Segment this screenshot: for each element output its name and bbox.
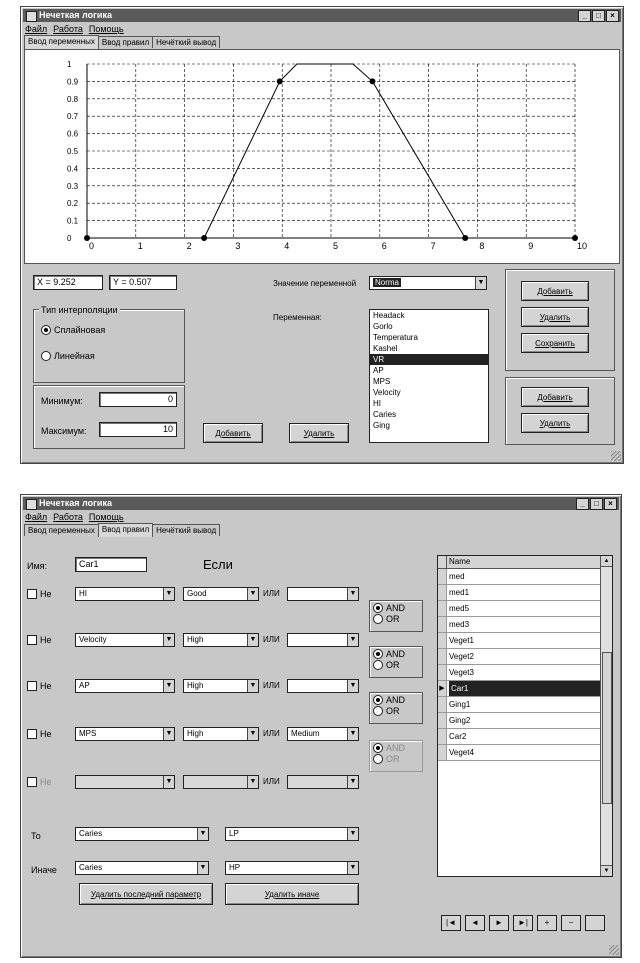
variables-label: Переменная: bbox=[273, 313, 322, 322]
table-row[interactable] bbox=[438, 697, 600, 713]
chevron-down-icon[interactable]: ▼ bbox=[247, 588, 258, 600]
then-variable-value: Caries bbox=[79, 829, 103, 838]
condition-value-select[interactable] bbox=[183, 679, 259, 693]
or-radio[interactable] bbox=[373, 706, 400, 716]
chevron-down-icon[interactable]: ▼ bbox=[197, 828, 208, 840]
x-tick-label: 0 bbox=[89, 241, 95, 251]
or-radio-label: OR bbox=[386, 754, 400, 764]
row-indicator bbox=[438, 633, 447, 648]
rule-name-input[interactable]: Car1 bbox=[75, 557, 147, 572]
row-name: med3 bbox=[449, 620, 470, 629]
data-point bbox=[462, 235, 468, 241]
menu-file[interactable]: Файл bbox=[25, 512, 48, 522]
grid-header bbox=[438, 556, 600, 569]
and-label: AND bbox=[386, 743, 406, 753]
resize-grip[interactable] bbox=[609, 945, 619, 955]
chevron-down-icon[interactable]: ▼ bbox=[347, 634, 358, 646]
not-checkbox[interactable] bbox=[27, 777, 52, 787]
tab-variables[interactable]: Ввод переменных bbox=[24, 35, 99, 49]
app-icon bbox=[26, 11, 37, 22]
table-row[interactable] bbox=[438, 713, 600, 729]
table-row[interactable] bbox=[438, 569, 600, 585]
menu-help[interactable]: Помощь bbox=[88, 512, 124, 522]
edit-record-button[interactable] bbox=[585, 915, 605, 931]
row-name: med bbox=[449, 572, 465, 581]
next-record-button[interactable]: ► bbox=[489, 915, 509, 931]
variable-item[interactable]: HI bbox=[373, 399, 381, 408]
row-indicator bbox=[438, 729, 447, 744]
max-input[interactable]: 10 bbox=[99, 422, 177, 437]
chevron-down-icon[interactable]: ▼ bbox=[347, 680, 358, 692]
chevron-down-icon[interactable]: ▼ bbox=[347, 588, 358, 600]
condition-value-value: High bbox=[187, 635, 204, 644]
y-tick-label: 0.8 bbox=[67, 94, 79, 104]
or-radio-label: OR bbox=[386, 706, 400, 716]
chevron-down-icon[interactable]: ▼ bbox=[163, 680, 174, 692]
else-value-select[interactable] bbox=[225, 861, 359, 875]
y-tick-label: 1 bbox=[67, 60, 72, 69]
and-label: AND bbox=[386, 695, 406, 705]
or-radio[interactable] bbox=[373, 614, 400, 624]
else-value-value: HP bbox=[229, 863, 241, 872]
x-tick-label: 4 bbox=[284, 241, 290, 251]
interp-linear-radio[interactable] bbox=[41, 351, 95, 361]
chevron-down-icon[interactable]: ▼ bbox=[475, 277, 486, 289]
close-button[interactable]: × bbox=[604, 498, 617, 510]
condition-or-select[interactable] bbox=[287, 775, 359, 789]
if-label: Если bbox=[203, 557, 233, 572]
interp-group bbox=[33, 309, 185, 383]
row-name: Ging1 bbox=[449, 700, 471, 709]
delete-term-button[interactable]: Удалить bbox=[521, 413, 589, 433]
condition-variable-select[interactable] bbox=[75, 587, 175, 601]
chevron-down-icon[interactable]: ▼ bbox=[163, 588, 174, 600]
scroll-thumb[interactable] bbox=[602, 652, 612, 804]
and-label: AND bbox=[386, 603, 406, 613]
x-tick-label: 2 bbox=[186, 241, 192, 251]
variable-item[interactable]: Temperatura bbox=[373, 333, 418, 342]
row-name: Veget4 bbox=[449, 748, 474, 757]
variable-item[interactable]: Caries bbox=[373, 410, 397, 419]
tab-inference[interactable]: Нечёткий вывод bbox=[152, 524, 220, 536]
checkbox-box[interactable] bbox=[27, 729, 37, 739]
radio-dot-or[interactable] bbox=[373, 754, 383, 764]
value-label: Значение переменной bbox=[273, 279, 357, 288]
y-tick-label: 0.3 bbox=[67, 181, 79, 191]
y-tick-label: 0.1 bbox=[67, 216, 79, 226]
condition-variable-value: Velocity bbox=[79, 635, 107, 644]
y-tick-label: 0.4 bbox=[67, 164, 79, 174]
minimize-button[interactable]: _ bbox=[576, 498, 589, 510]
value-select[interactable] bbox=[369, 276, 487, 290]
chevron-down-icon[interactable]: ▼ bbox=[247, 776, 258, 788]
title-bar bbox=[23, 497, 619, 510]
condition-value-select[interactable] bbox=[183, 633, 259, 647]
chevron-down-icon[interactable]: ▼ bbox=[163, 728, 174, 740]
chevron-down-icon[interactable]: ▼ bbox=[247, 634, 258, 646]
condition-value-select[interactable] bbox=[183, 775, 259, 789]
table-row[interactable] bbox=[438, 633, 600, 649]
delete-else-button[interactable]: Удалить иначе bbox=[225, 883, 359, 905]
data-point bbox=[369, 78, 375, 84]
condition-variable-select[interactable] bbox=[75, 679, 175, 693]
not-label: Не bbox=[40, 589, 52, 599]
row-indicator bbox=[438, 585, 447, 600]
grid-header-name: Name bbox=[449, 557, 471, 566]
not-checkbox[interactable] bbox=[27, 681, 52, 691]
scroll-down-icon[interactable]: ▼ bbox=[601, 865, 612, 876]
row-indicator bbox=[438, 569, 447, 584]
y-tick-label: 0.7 bbox=[67, 112, 79, 122]
checkbox-box[interactable] bbox=[27, 635, 37, 645]
table-row[interactable] bbox=[438, 617, 600, 633]
max-label: Максимум: bbox=[41, 426, 87, 436]
condition-variable-value: HI bbox=[79, 589, 87, 598]
tab-strip bbox=[24, 36, 219, 48]
y-tick-label: 0.2 bbox=[67, 199, 79, 209]
row-name: med1 bbox=[449, 588, 470, 597]
insert-record-button[interactable]: + bbox=[537, 915, 557, 931]
radio-dot-and[interactable] bbox=[373, 649, 383, 659]
variables-list[interactable] bbox=[369, 309, 489, 443]
maximize-button[interactable]: □ bbox=[592, 10, 605, 22]
add-value-button[interactable]: Добавить bbox=[203, 423, 263, 443]
maximize-button[interactable]: □ bbox=[590, 498, 603, 510]
row-name: Ging2 bbox=[449, 716, 471, 725]
and-radio[interactable] bbox=[373, 695, 405, 705]
chevron-down-icon[interactable]: ▼ bbox=[163, 776, 174, 788]
chevron-down-icon[interactable]: ▼ bbox=[347, 728, 358, 740]
window-variables bbox=[20, 6, 624, 464]
condition-value-value: High bbox=[187, 729, 204, 738]
row-name: Veget1 bbox=[449, 636, 474, 645]
table-row[interactable] bbox=[438, 649, 600, 665]
y-tick-label: 0.5 bbox=[67, 147, 79, 156]
data-point bbox=[84, 235, 90, 241]
menu-bar bbox=[25, 24, 124, 35]
y-tick-label: 0.6 bbox=[67, 129, 79, 139]
row-name: Veget2 bbox=[449, 652, 474, 661]
chevron-down-icon[interactable]: ▼ bbox=[247, 680, 258, 692]
menu-work[interactable]: Работа bbox=[53, 24, 83, 34]
menu-help[interactable]: Помощь bbox=[88, 24, 124, 34]
x-tick-label: 9 bbox=[528, 241, 534, 251]
radio-dot-linear[interactable] bbox=[41, 351, 51, 361]
x-tick-label: 1 bbox=[137, 241, 143, 251]
condition-value-value: Good bbox=[187, 589, 207, 598]
radio-dot-and[interactable] bbox=[373, 695, 383, 705]
app-icon bbox=[26, 499, 37, 510]
x-tick-label: 3 bbox=[235, 241, 241, 251]
variable-item[interactable]: Headack bbox=[373, 311, 405, 320]
checkbox-box[interactable] bbox=[27, 681, 37, 691]
data-point bbox=[277, 78, 283, 84]
radio-dot-and[interactable] bbox=[373, 603, 383, 613]
tab-strip bbox=[24, 524, 219, 536]
table-row[interactable] bbox=[438, 585, 600, 601]
min-input[interactable]: 0 bbox=[99, 392, 177, 407]
delete-record-button[interactable]: − bbox=[561, 915, 581, 931]
condition-value-select[interactable] bbox=[183, 587, 259, 601]
then-variable-select[interactable] bbox=[75, 827, 209, 841]
else-variable-select[interactable] bbox=[75, 861, 209, 875]
delete-variable-button[interactable]: Удалить bbox=[521, 307, 589, 327]
title-bar bbox=[23, 9, 621, 22]
tab-rules[interactable]: Ввод правил bbox=[98, 36, 153, 48]
or-label: ИЛИ bbox=[263, 729, 280, 738]
and-radio[interactable] bbox=[373, 649, 405, 659]
menu-file[interactable]: Файл bbox=[25, 24, 48, 34]
rules-grid[interactable] bbox=[437, 555, 613, 877]
x-readout: X = 9.252 bbox=[33, 275, 103, 290]
y-tick-label: 0.9 bbox=[67, 77, 79, 87]
table-row[interactable] bbox=[438, 681, 600, 697]
and-label: AND bbox=[386, 649, 406, 659]
else-variable-value: Caries bbox=[79, 863, 103, 872]
radio-dot-spline[interactable] bbox=[41, 325, 51, 335]
row-indicator bbox=[438, 665, 447, 680]
condition-variable-select[interactable] bbox=[75, 633, 175, 647]
checkbox-box[interactable] bbox=[27, 777, 37, 787]
variable-item[interactable]: VR bbox=[370, 354, 488, 365]
interp-spline-radio[interactable] bbox=[41, 325, 105, 335]
variable-item[interactable]: AP bbox=[373, 366, 384, 375]
data-point bbox=[572, 235, 578, 241]
row-name: Veget3 bbox=[449, 668, 474, 677]
prior-record-button[interactable]: ◄ bbox=[465, 915, 485, 931]
row-indicator: ▶ bbox=[438, 681, 447, 696]
x-tick-label: 10 bbox=[577, 241, 588, 251]
last-record-button[interactable]: ►| bbox=[513, 915, 533, 931]
not-label: Не bbox=[40, 777, 52, 787]
menu-bar bbox=[25, 512, 124, 523]
row-indicator bbox=[438, 745, 447, 760]
radio-dot-or[interactable] bbox=[373, 660, 383, 670]
x-tick-label: 6 bbox=[381, 241, 387, 251]
condition-variable-select[interactable] bbox=[75, 727, 175, 741]
data-point bbox=[201, 235, 207, 241]
variable-item[interactable]: MPS bbox=[373, 377, 391, 386]
chevron-down-icon[interactable]: ▼ bbox=[347, 776, 358, 788]
variable-item[interactable]: Velocity bbox=[373, 388, 401, 397]
tab-rules[interactable]: Ввод правил bbox=[98, 523, 153, 537]
scroll-up-icon[interactable]: ▲ bbox=[601, 556, 612, 567]
variable-item[interactable]: Ging bbox=[373, 421, 390, 430]
or-label: ИЛИ bbox=[263, 681, 280, 690]
interp-group-label: Тип интерполяции bbox=[41, 305, 118, 315]
condition-value-select[interactable] bbox=[183, 727, 259, 741]
not-checkbox[interactable] bbox=[27, 589, 52, 599]
close-button[interactable]: × bbox=[606, 10, 619, 22]
or-radio[interactable] bbox=[373, 660, 400, 670]
row-indicator bbox=[438, 601, 447, 616]
or-label: ИЛИ bbox=[263, 777, 280, 786]
table-row[interactable] bbox=[438, 745, 600, 761]
then-label: То bbox=[31, 831, 41, 841]
chevron-down-icon[interactable]: ▼ bbox=[163, 634, 174, 646]
row-name: Car1 bbox=[449, 681, 600, 696]
condition-or-select[interactable] bbox=[287, 679, 359, 693]
chevron-down-icon[interactable]: ▼ bbox=[247, 728, 258, 740]
or-radio-label: OR bbox=[386, 614, 400, 624]
checkbox-box[interactable] bbox=[27, 589, 37, 599]
row-name: Car2 bbox=[449, 732, 467, 741]
row-indicator bbox=[438, 713, 447, 728]
value-selected: Norma bbox=[375, 278, 400, 287]
window-title: Нечеткая логика bbox=[39, 10, 112, 20]
window-rules bbox=[20, 494, 622, 958]
or-radio[interactable] bbox=[373, 754, 400, 764]
delete-value-button[interactable]: Удалить bbox=[289, 423, 349, 443]
resize-grip[interactable] bbox=[611, 451, 621, 461]
x-tick-label: 7 bbox=[430, 241, 436, 251]
variable-item[interactable]: Kashel bbox=[373, 344, 398, 353]
variable-item[interactable]: Gorlo bbox=[373, 322, 393, 331]
or-label: ИЛИ bbox=[263, 635, 280, 644]
condition-variable-value: AP bbox=[79, 681, 90, 690]
add-variable-button[interactable]: Добавить bbox=[521, 281, 589, 301]
interp-spline-label: Сплайновая bbox=[54, 325, 106, 335]
name-label: Имя: bbox=[27, 561, 48, 571]
not-checkbox[interactable] bbox=[27, 729, 52, 739]
condition-or-select[interactable] bbox=[287, 727, 359, 741]
condition-value-value: High bbox=[187, 681, 204, 690]
or-label: ИЛИ bbox=[263, 589, 280, 598]
chevron-down-icon[interactable]: ▼ bbox=[347, 828, 358, 840]
condition-or-select[interactable] bbox=[287, 633, 359, 647]
else-label: Иначе bbox=[31, 865, 57, 875]
row-indicator bbox=[438, 617, 447, 632]
not-label: Не bbox=[40, 635, 52, 645]
and-radio[interactable] bbox=[373, 743, 405, 753]
chevron-down-icon[interactable]: ▼ bbox=[347, 862, 358, 874]
add-term-button[interactable]: Добавить bbox=[521, 387, 589, 407]
delete-last-param-button[interactable]: Удалить последний параметр bbox=[79, 883, 213, 905]
tab-inference[interactable]: Нечёткий вывод bbox=[152, 36, 220, 48]
condition-variable-select[interactable] bbox=[75, 775, 175, 789]
variables-list-items bbox=[370, 310, 488, 431]
interp-linear-label: Линейная bbox=[54, 351, 95, 361]
row-name: med5 bbox=[449, 604, 470, 613]
y-readout: Y = 0.507 bbox=[109, 275, 177, 290]
window-title: Нечеткая логика bbox=[39, 498, 112, 508]
condition-variable-value: MPS bbox=[79, 729, 97, 738]
minimize-button[interactable]: _ bbox=[578, 10, 591, 22]
table-row[interactable] bbox=[438, 729, 600, 745]
or-radio-label: OR bbox=[386, 660, 400, 670]
not-label: Не bbox=[40, 681, 52, 691]
vertical-scrollbar[interactable] bbox=[600, 556, 612, 876]
row-indicator bbox=[438, 697, 447, 712]
not-checkbox[interactable] bbox=[27, 635, 52, 645]
then-value-value: LP bbox=[229, 829, 239, 838]
not-label: Не bbox=[40, 729, 52, 739]
save-button[interactable]: Сохранить bbox=[521, 333, 589, 353]
radio-dot-or[interactable] bbox=[373, 706, 383, 716]
radio-dot-and[interactable] bbox=[373, 743, 383, 753]
db-navigator bbox=[441, 915, 611, 931]
min-label: Минимум: bbox=[41, 396, 83, 406]
then-value-select[interactable] bbox=[225, 827, 359, 841]
table-row[interactable] bbox=[438, 601, 600, 617]
chart-panel[interactable] bbox=[24, 49, 620, 264]
row-indicator bbox=[438, 649, 447, 664]
chevron-down-icon[interactable]: ▼ bbox=[197, 862, 208, 874]
condition-or-value: Medium bbox=[291, 729, 320, 738]
x-tick-label: 5 bbox=[333, 241, 339, 251]
tab-variables[interactable]: Ввод переменных bbox=[24, 524, 99, 536]
and-radio[interactable] bbox=[373, 603, 405, 613]
y-tick-label: 0 bbox=[67, 234, 72, 243]
membership-chart[interactable] bbox=[25, 50, 619, 263]
menu-work[interactable]: Работа bbox=[53, 512, 83, 522]
condition-or-select[interactable] bbox=[287, 587, 359, 601]
x-tick-label: 8 bbox=[479, 241, 485, 251]
table-row[interactable] bbox=[438, 665, 600, 681]
radio-dot-or[interactable] bbox=[373, 614, 383, 624]
first-record-button[interactable]: |◄ bbox=[441, 915, 461, 931]
